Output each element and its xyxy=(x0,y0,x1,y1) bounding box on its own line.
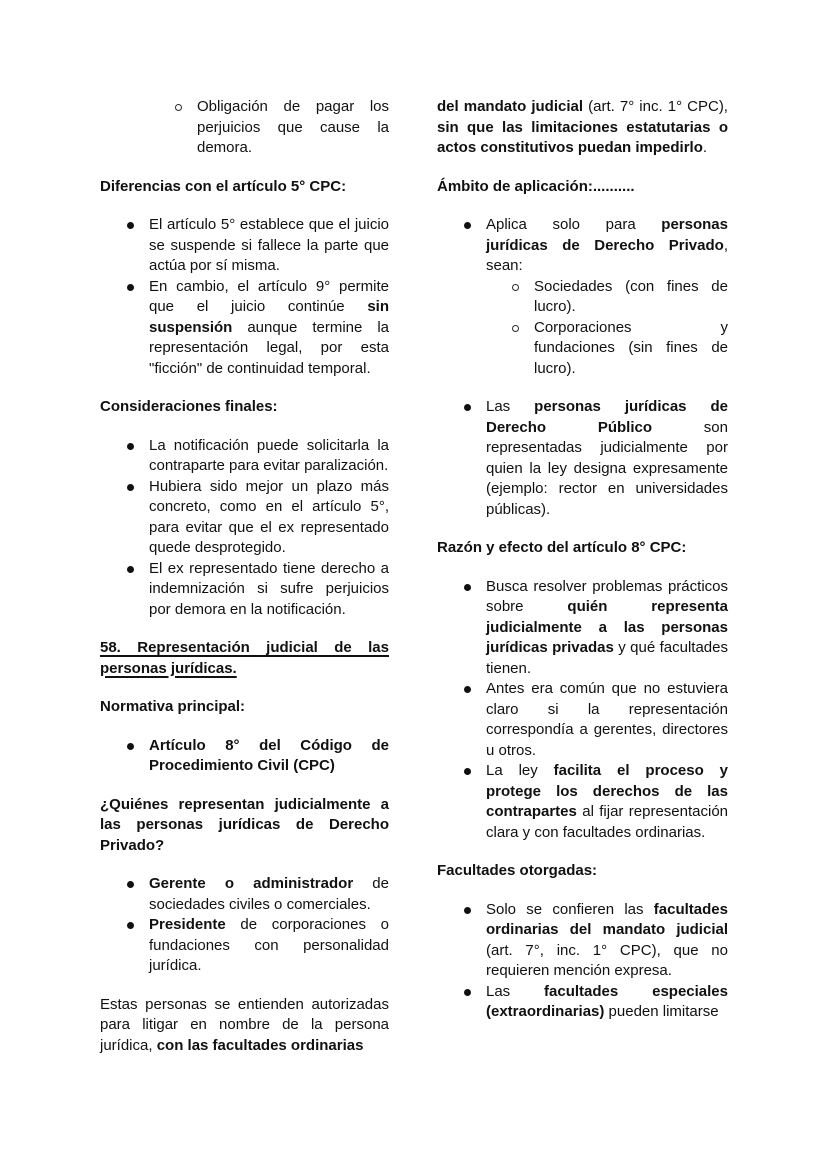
text-segment: son representadas judicialmente por quien la ley designa expresamente (ejemplo: rector en universidades públicas). xyxy=(486,418,728,518)
text-segment: Diferencias con el artículo 5° CPC: xyxy=(100,177,347,195)
section-heading xyxy=(100,697,389,718)
text-segment: Antes era común que no estuviera claro si la representación correspondía a gerentes, directores u otros. xyxy=(486,680,728,759)
sub-bullet-item xyxy=(437,277,728,318)
text-segment: Estas personas se entienden autorizadas para litigar en nombre de la persona jurídica, xyxy=(100,995,389,1054)
sub-bullet-item xyxy=(437,318,728,380)
text-segment: Sociedades (con fines de lucro). xyxy=(534,277,728,315)
text-segment: Las xyxy=(486,982,545,1000)
text-segment: quién representa judicialmente a las personas jurídicas privadas xyxy=(486,598,728,656)
text-segment: facilita el proceso y protege los derechos de las contrapartes xyxy=(486,762,728,820)
bullet-item xyxy=(100,915,389,977)
text-segment: personas jurídicas de Derecho Público xyxy=(486,398,728,436)
bullet-item xyxy=(437,397,728,520)
text-segment: pueden limitarse xyxy=(604,1003,719,1020)
bullet-item xyxy=(437,982,728,1023)
text-segment: Obligación de pagar los perjuicios que cause la demora. xyxy=(197,98,389,156)
text-segment: Gerente o administrador xyxy=(149,875,354,892)
text-segment: de corporaciones o fundaciones con personalidad jurídica. xyxy=(149,916,389,974)
section-heading xyxy=(437,538,728,559)
text-segment: Las xyxy=(486,398,535,415)
section-heading xyxy=(437,177,728,198)
bullet-item xyxy=(100,559,389,621)
section-heading xyxy=(100,795,389,857)
underlined-section-heading xyxy=(100,638,389,679)
bullet-item xyxy=(100,277,389,380)
bullet-icon xyxy=(464,584,471,591)
text-segment: Ámbito de aplicación:.......... xyxy=(437,177,635,195)
bullet-item xyxy=(437,679,728,761)
bullet-item xyxy=(100,874,389,915)
text-segment: ¿Quiénes representan judicialmente a las personas jurídicas de Derecho Privado? xyxy=(100,795,389,854)
text-segment: Presidente xyxy=(149,916,226,933)
bullet-item xyxy=(100,215,389,277)
right-column xyxy=(437,97,728,1074)
text-segment: En cambio, el artículo 9° permite que el juicio continúe xyxy=(149,277,389,315)
bullet-icon xyxy=(464,989,471,996)
text-segment: facultades especiales (extraordinarias) xyxy=(486,982,728,1020)
bullet-icon xyxy=(127,284,134,291)
bullet-item xyxy=(100,736,389,777)
text-segment: Facultades otorgadas: xyxy=(437,862,598,879)
bullet-icon xyxy=(127,222,134,229)
text-segment: El artículo 5° establece que el juicio se suspende si fallece la parte que actúa por sí misma. xyxy=(149,216,389,274)
text-segment: Consideraciones finales: xyxy=(100,398,278,415)
bullet-icon xyxy=(127,743,134,750)
text-segment: del mandato judicial xyxy=(437,98,584,115)
text-segment: . xyxy=(702,139,708,156)
bullet-item xyxy=(437,900,728,982)
bullet-icon xyxy=(127,922,134,929)
paragraph xyxy=(100,995,389,1057)
section-heading xyxy=(437,861,728,882)
sub-bullet-icon xyxy=(512,325,519,332)
text-segment: El ex representado tiene derecho a indemnización si sufre perjuicios por demora en la notificación. xyxy=(149,559,389,618)
text-segment: con las facultades ordinarias xyxy=(156,1036,364,1054)
bullet-item xyxy=(437,577,728,680)
text-segment: La notificación puede solicitarla la contraparte para evitar paralización. xyxy=(149,436,389,474)
text-segment: (art. 7°, inc. 1° CPC), que no requieren mención expresa. xyxy=(486,941,728,979)
bullet-item xyxy=(437,215,728,277)
text-segment: sin que las limitaciones estatutarias o actos constitutivos puedan impedirlo xyxy=(437,118,728,156)
paragraph xyxy=(437,97,728,159)
text-segment: Razón y efecto del artículo 8° CPC: xyxy=(437,539,687,556)
text-segment: , sean: xyxy=(486,236,728,274)
text-segment: y qué facultades tienen. xyxy=(486,639,728,677)
bullet-icon xyxy=(464,768,471,775)
text-segment: Solo se confieren las xyxy=(486,900,654,918)
section-heading xyxy=(100,177,389,198)
text-segment: al fijar representación clara y con facultades ordinarias. xyxy=(486,803,728,841)
text-segment: Corporaciones y fundaciones (sin fines de lucro). xyxy=(534,318,728,377)
sub-bullet-icon xyxy=(175,104,182,111)
text-segment: facultades ordinarias del mandato judicial xyxy=(486,900,728,938)
bullet-icon xyxy=(464,686,471,693)
bullet-icon xyxy=(127,443,134,450)
bullet-item xyxy=(437,761,728,843)
text-segment: 58. Representación judicial de las personas jurídicas. xyxy=(100,639,389,677)
text-segment: La ley xyxy=(486,762,554,779)
text-segment: de sociedades civiles o comerciales. xyxy=(149,875,389,913)
text-segment: Artículo 8° del Código de Procedimiento Civil (CPC) xyxy=(149,736,389,774)
bullet-icon xyxy=(127,566,134,573)
bullet-icon xyxy=(464,404,471,411)
bullet-icon xyxy=(464,907,471,914)
bullet-icon xyxy=(464,222,471,229)
sub-bullet-icon xyxy=(512,284,519,291)
left-column xyxy=(100,97,389,1074)
text-segment: Normativa principal: xyxy=(100,698,246,715)
bullet-icon xyxy=(127,881,134,888)
text-segment: Hubiera sido mejor un plazo más concreto, como en el artículo 5°, para evitar que el ex representado quede desprotegido. xyxy=(149,477,389,556)
text-segment: aunque termine la representación legal, por esta "ficción" de continuidad temporal. xyxy=(149,318,389,377)
bullet-item xyxy=(100,477,389,559)
text-segment: (art. 7° inc. 1° CPC), xyxy=(583,98,728,115)
sub-bullet-item xyxy=(100,97,389,159)
text-segment: sin suspensión xyxy=(149,298,389,336)
text-segment: Aplica solo para xyxy=(486,216,662,233)
bullet-item xyxy=(100,436,389,477)
bullet-icon xyxy=(127,484,134,491)
section-heading xyxy=(100,397,389,418)
text-segment: personas jurídicas de Derecho Privado xyxy=(486,216,728,254)
text-segment: Busca resolver problemas prácticos sobre xyxy=(486,577,728,615)
